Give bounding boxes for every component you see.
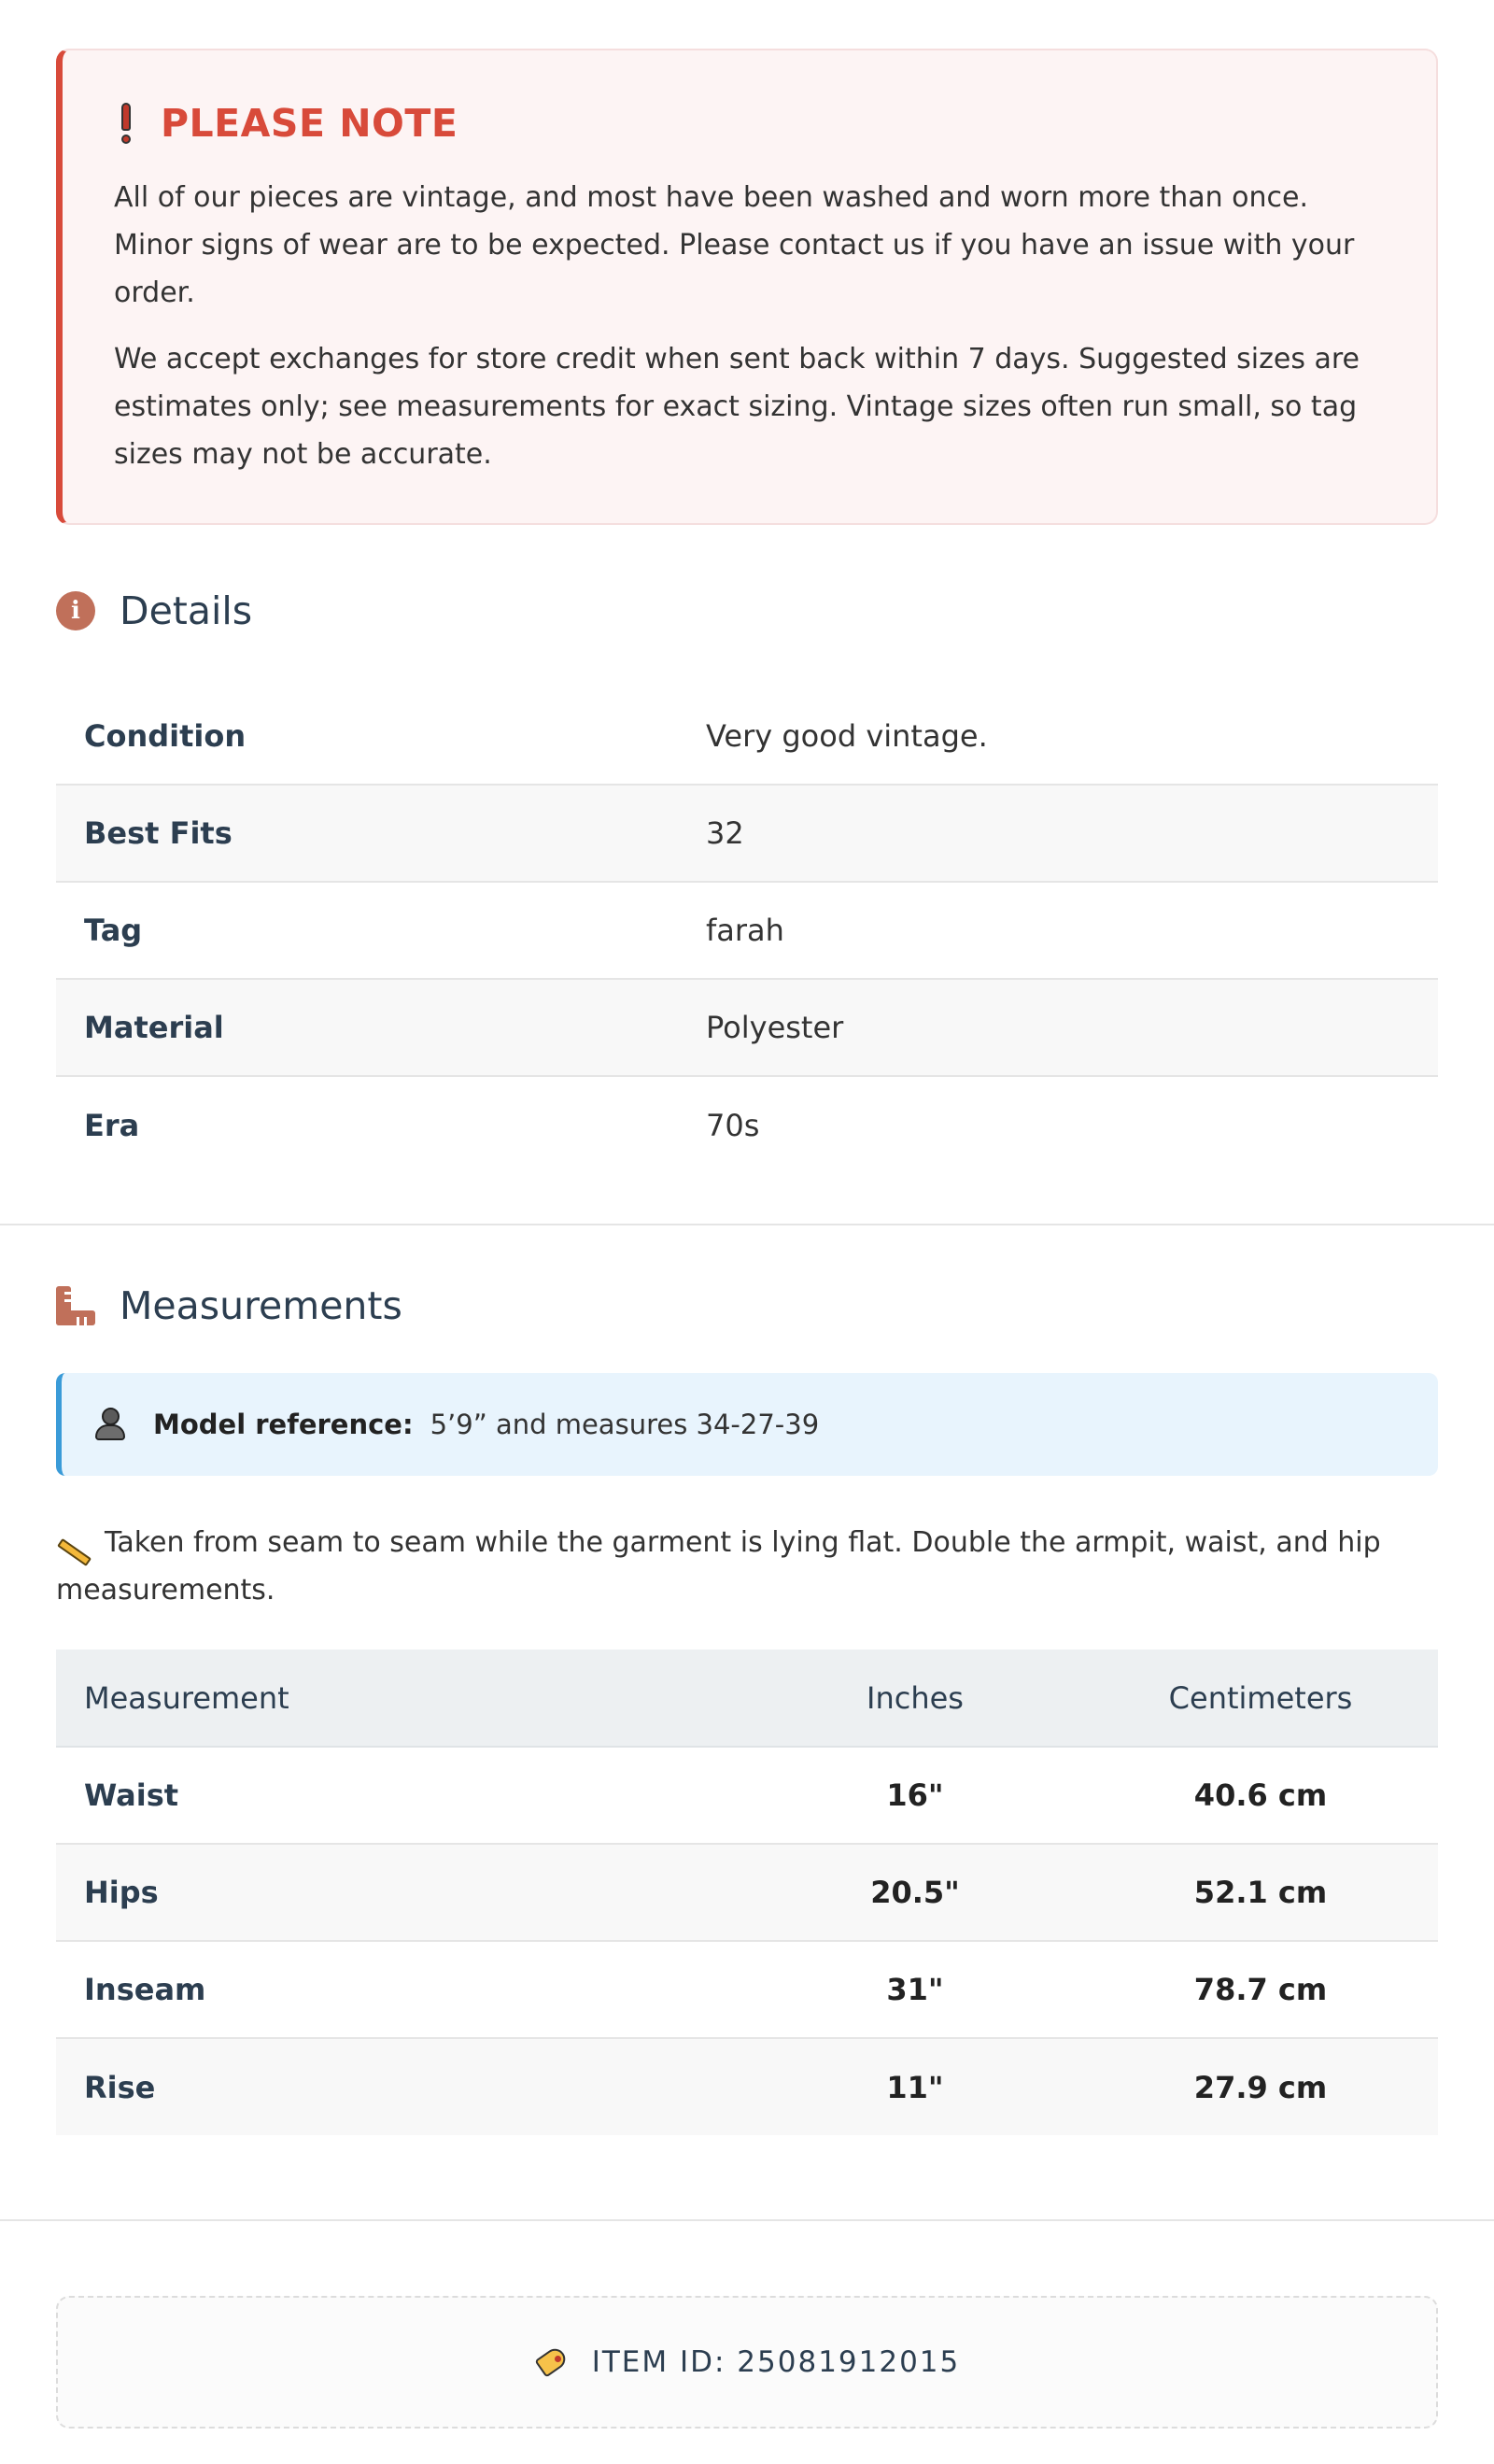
table-row — [56, 882, 1438, 979]
note-paragraph-1: All of our pieces are vintage, and most have been washed and worn more than once. Minor signs of wear are to be expected. Please contact us if you have an issue with your order. — [114, 181, 1355, 309]
table-row — [56, 1076, 1438, 1173]
details-table — [56, 687, 1438, 1173]
item-id-box — [56, 2296, 1438, 2429]
please-note-box — [56, 49, 1438, 525]
measurement-cm: 27.9 cm — [1083, 2038, 1438, 2135]
column-header-centimeters: Centimeters — [1083, 1650, 1438, 1747]
detail-label: Tag — [56, 882, 678, 979]
measurement-inches: 16" — [747, 1747, 1083, 1844]
table-row — [56, 785, 1438, 882]
note-paragraph-2: We accept exchanges for store credit when sent back within 7 days. Suggested sizes are estimates only; see measurements for exact sizing. Vintage sizes often run small, so tag sizes may not be accurate. — [114, 343, 1360, 471]
detail-value: Very good vintage. — [678, 687, 1438, 785]
detail-value: farah — [678, 882, 1438, 979]
measurement-name: Waist — [56, 1747, 747, 1844]
detail-value: 70s — [706, 1107, 760, 1143]
measurement-cm: 40.6 cm — [1083, 1747, 1438, 1844]
details-heading — [56, 588, 1438, 633]
detail-value: Polyester — [678, 979, 1438, 1076]
person-icon — [95, 1408, 125, 1441]
item-id: ITEM ID: 25081912015 — [591, 2345, 961, 2379]
measurement-cm: 52.1 cm — [1083, 1844, 1438, 1941]
column-header-inches: Inches — [747, 1650, 1083, 1747]
measurement-instructions — [56, 1519, 1438, 1614]
note-title: PLEASE NOTE — [161, 101, 458, 146]
detail-label: Material — [56, 979, 678, 1076]
model-reference-label: Model reference: — [153, 1409, 414, 1440]
measurements-heading — [56, 1283, 1438, 1328]
measurements-title: Measurements — [120, 1283, 402, 1328]
table-row — [56, 979, 1438, 1076]
info-icon: i — [56, 591, 95, 630]
page-content — [0, 0, 1494, 1173]
exclamation-icon — [114, 103, 138, 144]
table-row — [56, 687, 1438, 785]
ruler-icon — [56, 1286, 95, 1325]
note-header — [114, 101, 1389, 146]
measurement-name: Rise — [56, 2038, 747, 2135]
measurement-name: Inseam — [56, 1941, 747, 2038]
measurement-instructions-text: Taken from seam to seam while the garment is lying flat. Double the armpit, waist, and hip measurements. — [56, 1526, 1381, 1607]
detail-value: 32 — [678, 785, 1438, 882]
table-row — [56, 1844, 1438, 1941]
measurements-table — [56, 1650, 1438, 2135]
tag-icon — [534, 2347, 571, 2377]
table-row — [56, 1747, 1438, 1844]
pencil-icon — [56, 1527, 93, 1555]
table-row — [56, 2038, 1438, 2135]
section-divider — [0, 2219, 1494, 2221]
measurement-cm: 78.7 cm — [1083, 1941, 1438, 2038]
table-row — [56, 1941, 1438, 2038]
measurement-inches: 11" — [747, 2038, 1083, 2135]
model-reference-value: 5’9” and measures 34-27-39 — [430, 1409, 820, 1440]
measurement-inches: 20.5" — [747, 1844, 1083, 1941]
measurement-name: Hips — [56, 1844, 747, 1941]
table-header-row — [56, 1650, 1438, 1747]
detail-label: Condition — [56, 687, 678, 785]
model-reference — [56, 1373, 1438, 1476]
measurements-section — [0, 1225, 1494, 2135]
detail-label: Best Fits — [56, 785, 678, 882]
column-header-measurement: Measurement — [56, 1650, 747, 1747]
details-title: Details — [120, 588, 253, 633]
measurement-inches: 31" — [747, 1941, 1083, 2038]
detail-label: Era — [84, 1107, 140, 1143]
